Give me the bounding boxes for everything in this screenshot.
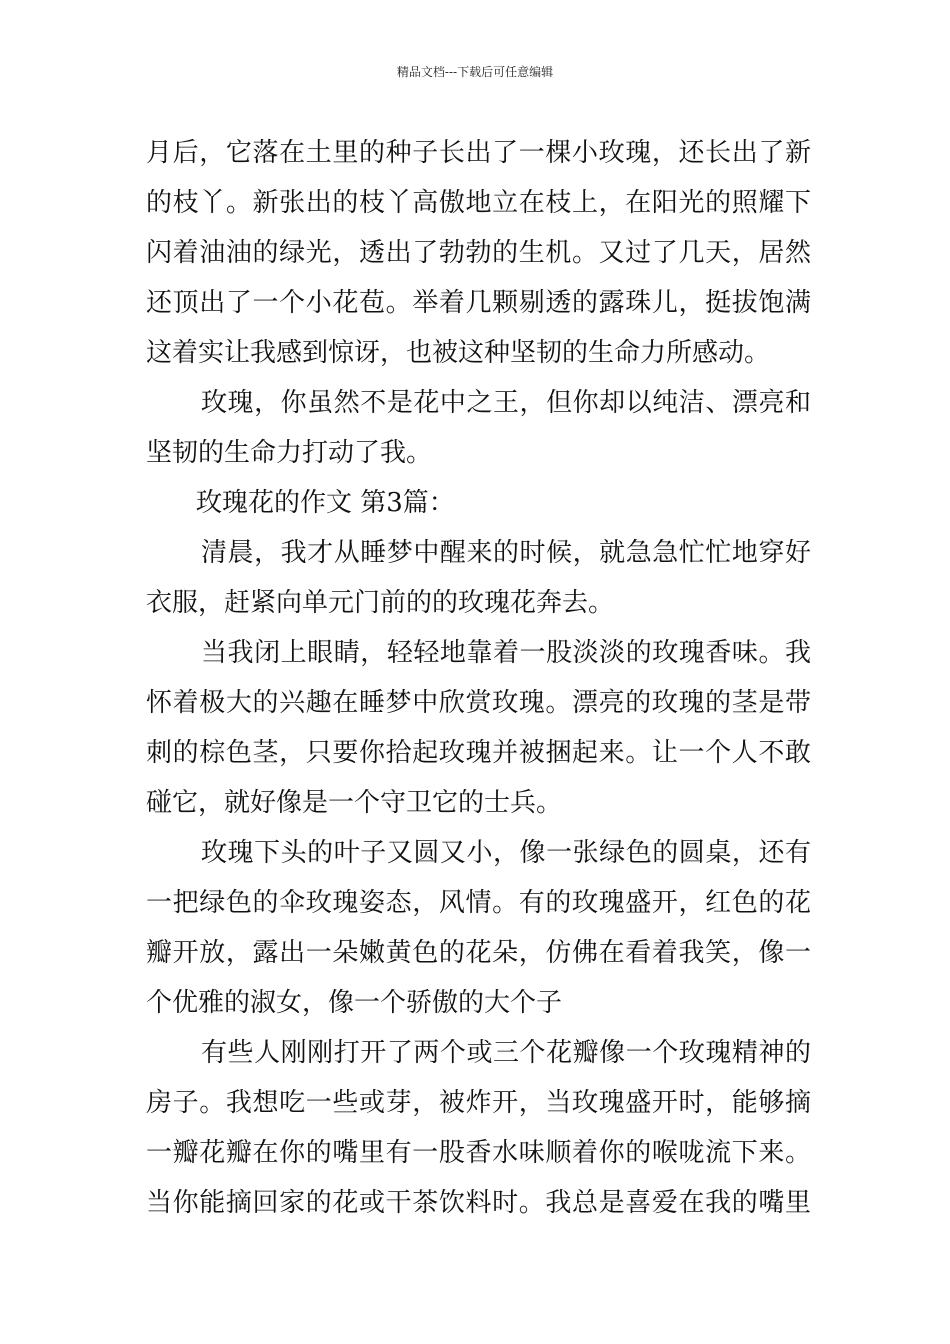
document-body — [146, 128, 811, 1228]
text-line: 刺的棕色茎，只要你拾起玫瑰并被捆起来。让一个人不敢 — [146, 738, 811, 768]
paragraph-first-line: 玫瑰下头的叶子又圆又小，像一张绿色的圆桌，还有 — [201, 838, 811, 868]
section-heading: 玫瑰花的作文 第3篇： — [196, 488, 455, 518]
paragraph-first-line: 当我闭上眼睛，轻轻地靠着一股淡淡的玫瑰香味。我 — [201, 638, 811, 668]
text-line: 的枝丫。新张出的枝丫高傲地立在枝上，在阳光的照耀下 — [146, 188, 811, 218]
text-line: 月后，它落在土里的种子长出了一棵小玫瑰，还长出了新 — [146, 138, 811, 168]
text-line: 一把绿色的伞玫瑰姿态，风情。有的玫瑰盛开，红色的花 — [146, 888, 811, 918]
text-line: 坚韧的生命力打动了我。 — [146, 438, 433, 468]
paragraph-first-line: 清晨，我才从睡梦中醒来的时候，就急急忙忙地穿好 — [201, 538, 811, 568]
text-line: 瓣开放，露出一朵嫩黄色的花朵，仿佛在看着我笑，像一 — [146, 938, 811, 968]
paragraph-first-line: 玫瑰，你虽然不是花中之王，但你却以纯洁、漂亮和 — [201, 388, 811, 418]
text-line: 碰它，就好像是一个守卫它的士兵。 — [146, 788, 563, 818]
text-line: 怀着极大的兴趣在睡梦中欣赏玫瑰。漂亮的玫瑰的茎是带 — [146, 688, 811, 718]
page-header: 精品文档---下载后可任意编辑 — [396, 65, 554, 79]
text-line: 还顶出了一个小花苞。举着几颗剔透的露珠儿，挺拔饱满 — [146, 288, 811, 318]
text-line: 这着实让我感到惊讶，也被这种坚韧的生命力所感动。 — [146, 338, 771, 368]
text-line: 衣服，赶紧向单元门前的的玫瑰花奔去。 — [146, 588, 615, 618]
text-line: 房子。我想吃一些或芽，被炸开，当玫瑰盛开时，能够摘 — [146, 1088, 811, 1118]
paragraph-first-line: 有些人刚刚打开了两个或三个花瓣像一个玫瑰精神的 — [201, 1038, 811, 1068]
text-line: 当你能摘回家的花或干茶饮料时。我总是喜爱在我的嘴里 — [146, 1188, 811, 1218]
text-line: 一瓣花瓣在你的嘴里有一股香水味顺着你的喉咙流下来。 — [146, 1138, 811, 1168]
text-line: 个优雅的淑女，像一个骄傲的大个子 — [146, 988, 563, 1018]
text-line: 闪着油油的绿光，透出了勃勃的生机。又过了几天，居然 — [146, 238, 811, 268]
